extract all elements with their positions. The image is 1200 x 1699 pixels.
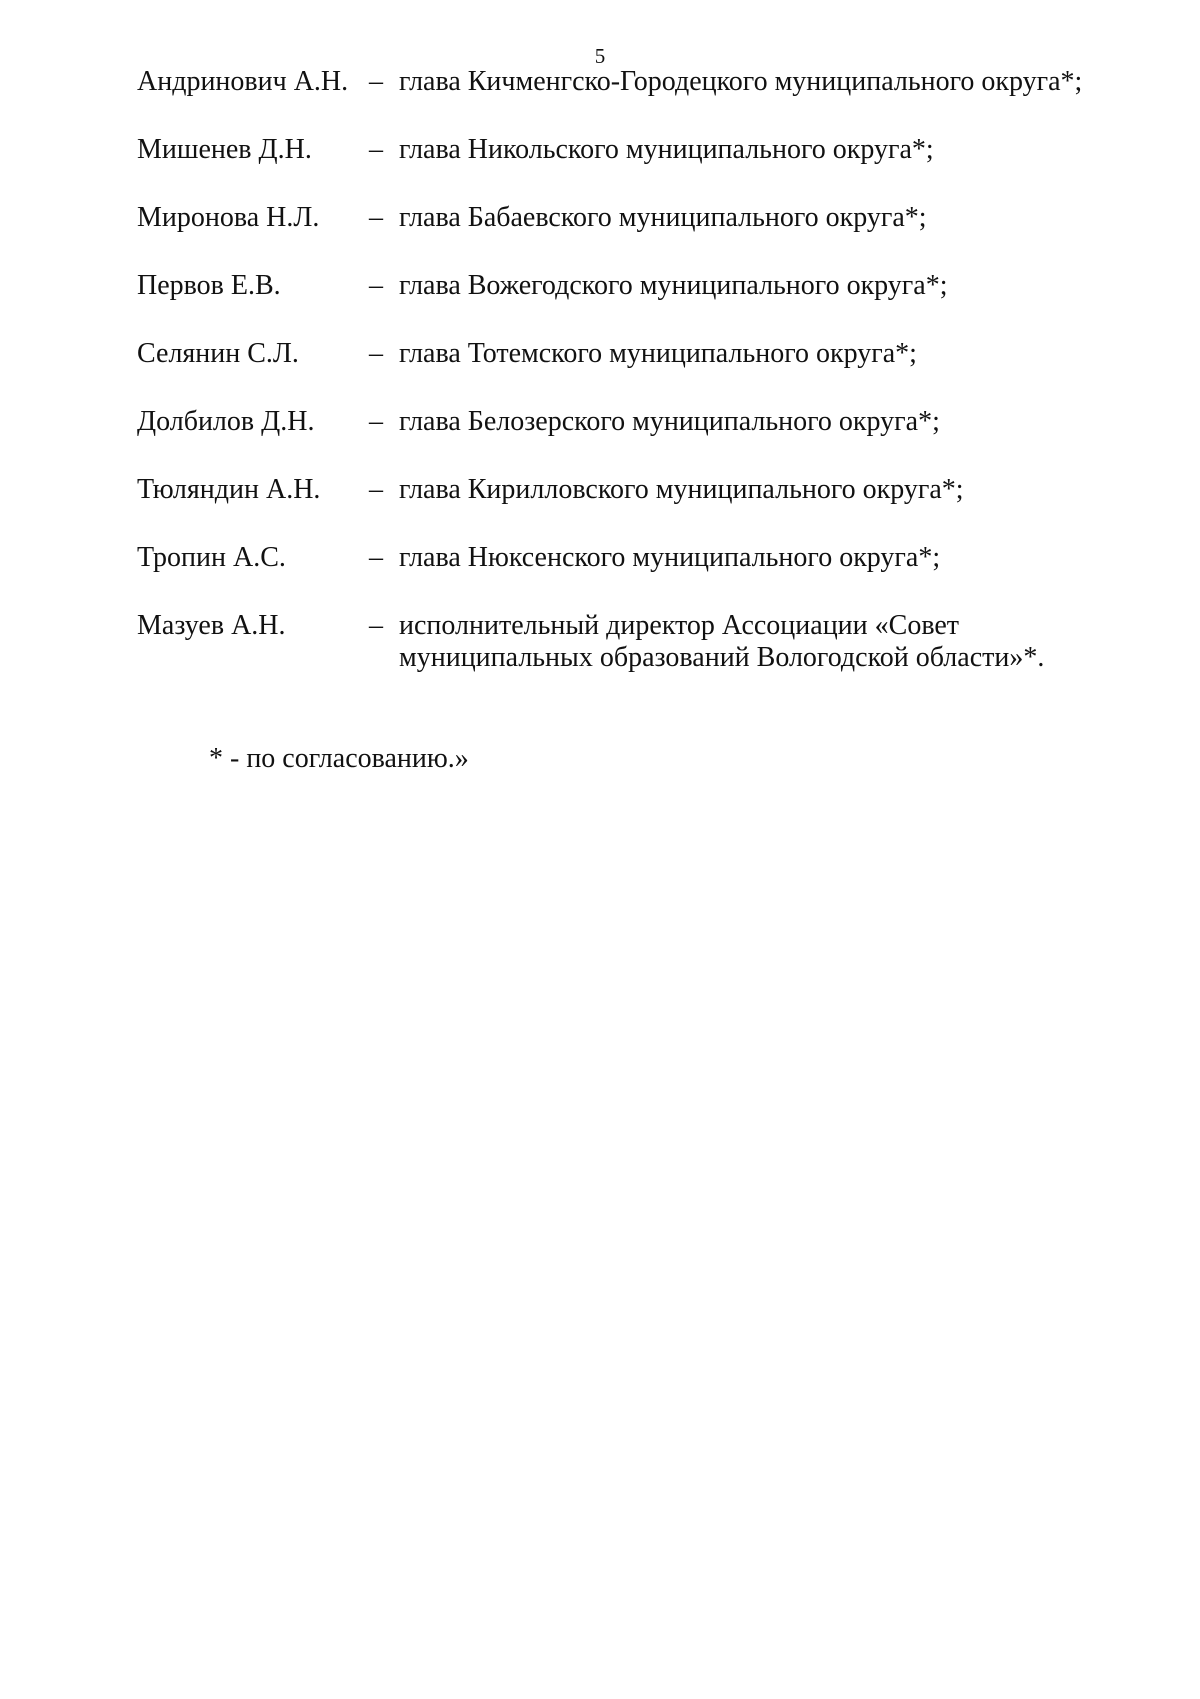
members-list bbox=[137, 66, 1117, 674]
member-role: глава Бабаевского муниципального округа*; bbox=[399, 202, 927, 233]
member-row bbox=[137, 338, 1117, 370]
member-name: Андринович А.Н. bbox=[137, 66, 349, 97]
member-role: глава Кирилловского муниципального округа*; bbox=[399, 474, 964, 505]
member-name: Тюляндин А.Н. bbox=[137, 474, 321, 505]
member-role: глава Никольского муниципального округа*; bbox=[399, 134, 934, 165]
member-dash: – bbox=[369, 270, 383, 301]
member-row bbox=[137, 202, 1117, 234]
member-dash: – bbox=[369, 338, 383, 369]
member-row bbox=[137, 134, 1117, 166]
member-role: глава Нюксенского муниципального округа*; bbox=[399, 542, 941, 573]
page-number: 5 bbox=[594, 44, 606, 68]
member-role: глава Тотемского муниципального округа*; bbox=[399, 338, 917, 369]
member-dash: – bbox=[369, 474, 383, 505]
member-name: Селянин С.Л. bbox=[137, 338, 299, 369]
member-role: глава Вожегодского муниципального округа*; bbox=[399, 270, 948, 301]
member-name: Долбилов Д.Н. bbox=[137, 406, 315, 437]
member-name: Миронова Н.Л. bbox=[137, 202, 320, 233]
member-name: Первов Е.В. bbox=[137, 270, 281, 301]
member-name: Мишенев Д.Н. bbox=[137, 134, 312, 165]
member-dash: – bbox=[369, 134, 383, 165]
member-dash: – bbox=[369, 66, 383, 97]
member-role: глава Кичменгско-Городецкого муниципального округа*; bbox=[399, 66, 1083, 97]
member-row bbox=[137, 610, 1117, 674]
member-row bbox=[137, 270, 1117, 302]
member-role: исполнительный директор Ассоциации «Совет муниципальных образований Вологодской области»*. bbox=[399, 610, 1045, 673]
member-role: глава Белозерского муниципального округа*; bbox=[399, 406, 940, 437]
member-row bbox=[137, 406, 1117, 438]
footnote: * - по согласованию.» bbox=[209, 743, 469, 774]
member-dash: – bbox=[369, 406, 383, 437]
member-row bbox=[137, 542, 1117, 574]
member-dash: – bbox=[369, 542, 383, 573]
member-dash: – bbox=[369, 610, 383, 641]
member-name: Тропин А.С. bbox=[137, 542, 286, 573]
member-dash: – bbox=[369, 202, 383, 233]
member-name: Мазуев А.Н. bbox=[137, 610, 286, 641]
member-row bbox=[137, 66, 1117, 98]
member-row bbox=[137, 474, 1117, 506]
